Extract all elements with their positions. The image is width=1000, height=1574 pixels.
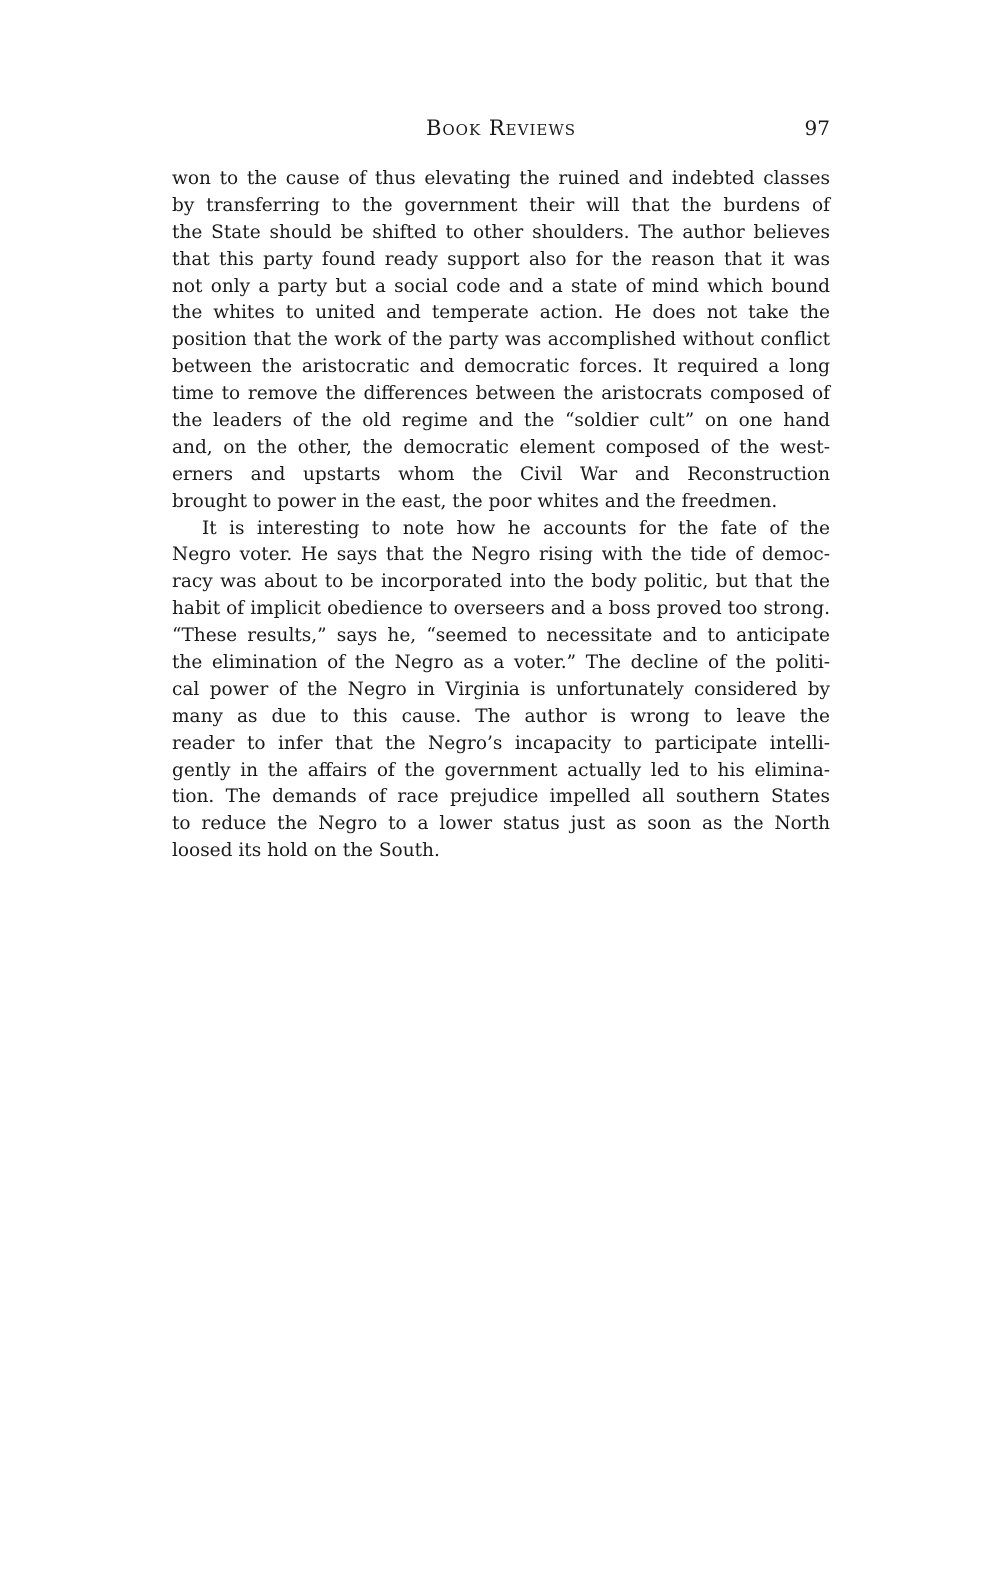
text-line: position that the work of the party was accomplished without conflict	[172, 329, 830, 351]
text-line: Negro voter. He says that the Negro rising with the tide of democ-	[172, 544, 830, 566]
text-line: loosed its hold on the South.	[172, 840, 440, 862]
text-line: “These results,” says he, “seemed to necessitate and to anticipate	[172, 625, 830, 647]
text-line: many as due to this cause. The author is wrong to leave the	[172, 705, 830, 727]
text-line: the elimination of the Negro as a voter.” The decline of the politi-	[172, 652, 830, 674]
text-line: between the aristocratic and democratic forces. It required a long	[172, 356, 830, 378]
text-line: time to remove the differences between the aristocrats composed of	[172, 383, 830, 405]
text-line: It is interesting to note how he accounts for the fate of the	[202, 517, 830, 539]
text-line: habit of implicit obedience to overseers and a boss proved too strong.	[172, 598, 830, 620]
text-line: won to the cause of thus elevating the ruined and indebted classes	[172, 168, 830, 189]
text-line: tion. The demands of race prejudice impelled all southern States	[172, 786, 830, 808]
text-line: gently in the affairs of the government actually led to his elimina-	[172, 759, 830, 781]
text-line: the leaders of the old regime and the “soldier cult” on one hand	[172, 410, 830, 432]
text-line: the whites to united and temperate action. He does not take the	[172, 302, 830, 324]
paragraph-1	[172, 166, 830, 516]
running-title: Book Reviews	[425, 116, 577, 140]
text-line: the State should be shifted to other shoulders. The author believes	[172, 221, 830, 243]
running-header	[172, 116, 830, 146]
text-line: erners and upstarts whom the Civil War and Reconstruction	[172, 463, 830, 485]
text-line: by transferring to the government their will that the burdens of	[172, 194, 830, 216]
text-line: that this party found ready support also for the reason that it was	[172, 248, 830, 270]
text-line: to reduce the Negro to a lower status just as soon as the North	[172, 813, 830, 835]
page-number: 97	[804, 116, 830, 140]
text-line: and, on the other, the democratic element composed of the west-	[172, 436, 830, 458]
text-line: racy was about to be incorporated into the body politic, but that the	[172, 571, 830, 593]
text-line: brought to power in the east, the poor whites and the freedmen.	[172, 490, 778, 512]
text-line: not only a party but a social code and a state of mind which bound	[172, 275, 830, 297]
text-line: reader to infer that the Negro’s incapacity to participate intelli-	[172, 732, 830, 754]
body-text	[172, 166, 830, 865]
paragraph-2	[172, 516, 830, 866]
text-line: cal power of the Negro in Virginia is unfortunately considered by	[172, 678, 830, 700]
